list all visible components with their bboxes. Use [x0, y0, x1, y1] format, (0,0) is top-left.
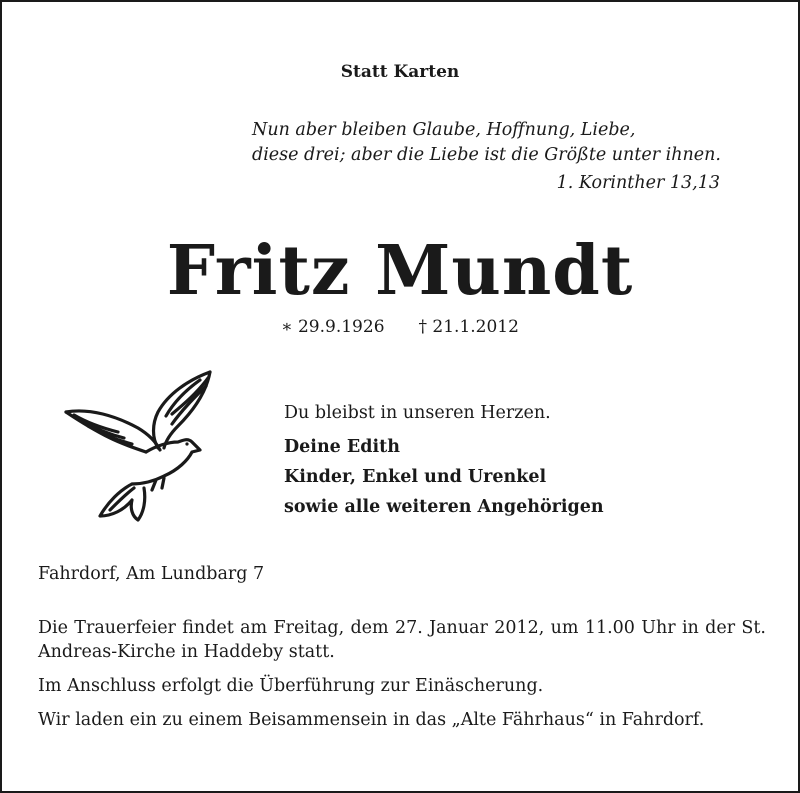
dove-icon: [60, 368, 220, 524]
verse-reference: 1. Korinther 13,13: [556, 173, 720, 193]
service-info: Die Trauerfeier findet am Freitag, dem 27. Januar 2012, um 11.00 Uhr in der St. Andreas-Kirche in Haddeby statt.: [38, 618, 766, 662]
service-details: [38, 616, 766, 742]
mourners-block: [284, 398, 604, 522]
death-date: † 21.1.2012: [418, 317, 519, 337]
address: Fahrdorf, Am Lundbarg 7: [38, 564, 265, 584]
header-statt-karten: Statt Karten: [340, 62, 460, 82]
mourners-intro: Du bleibst in unseren Herzen.: [284, 403, 551, 423]
invitation-info: Wir laden ein zu einem Beisammensein in das „Alte Fährhaus“ in Fahrdorf.: [38, 710, 705, 730]
verse-line-1: Nun aber bleiben Glaube, Hoffnung, Liebe,: [252, 120, 636, 140]
transfer-info: Im Anschluss erfolgt die Überführung zur Einäscherung.: [38, 676, 544, 696]
bible-verse: [252, 118, 722, 196]
verse-line-2: diese drei; aber die Liebe ist die Größte unter ihnen.: [252, 145, 721, 165]
mourner-line-2: Kinder, Enkel und Urenkel: [284, 467, 547, 487]
mourner-line-1: Deine Edith: [284, 437, 400, 457]
life-dates: [2, 317, 798, 337]
deceased-name: Fritz Mundt: [166, 231, 634, 311]
birth-date: ∗ 29.9.1926: [281, 317, 385, 337]
mourner-line-3: sowie alle weiteren Angehörigen: [284, 497, 604, 517]
